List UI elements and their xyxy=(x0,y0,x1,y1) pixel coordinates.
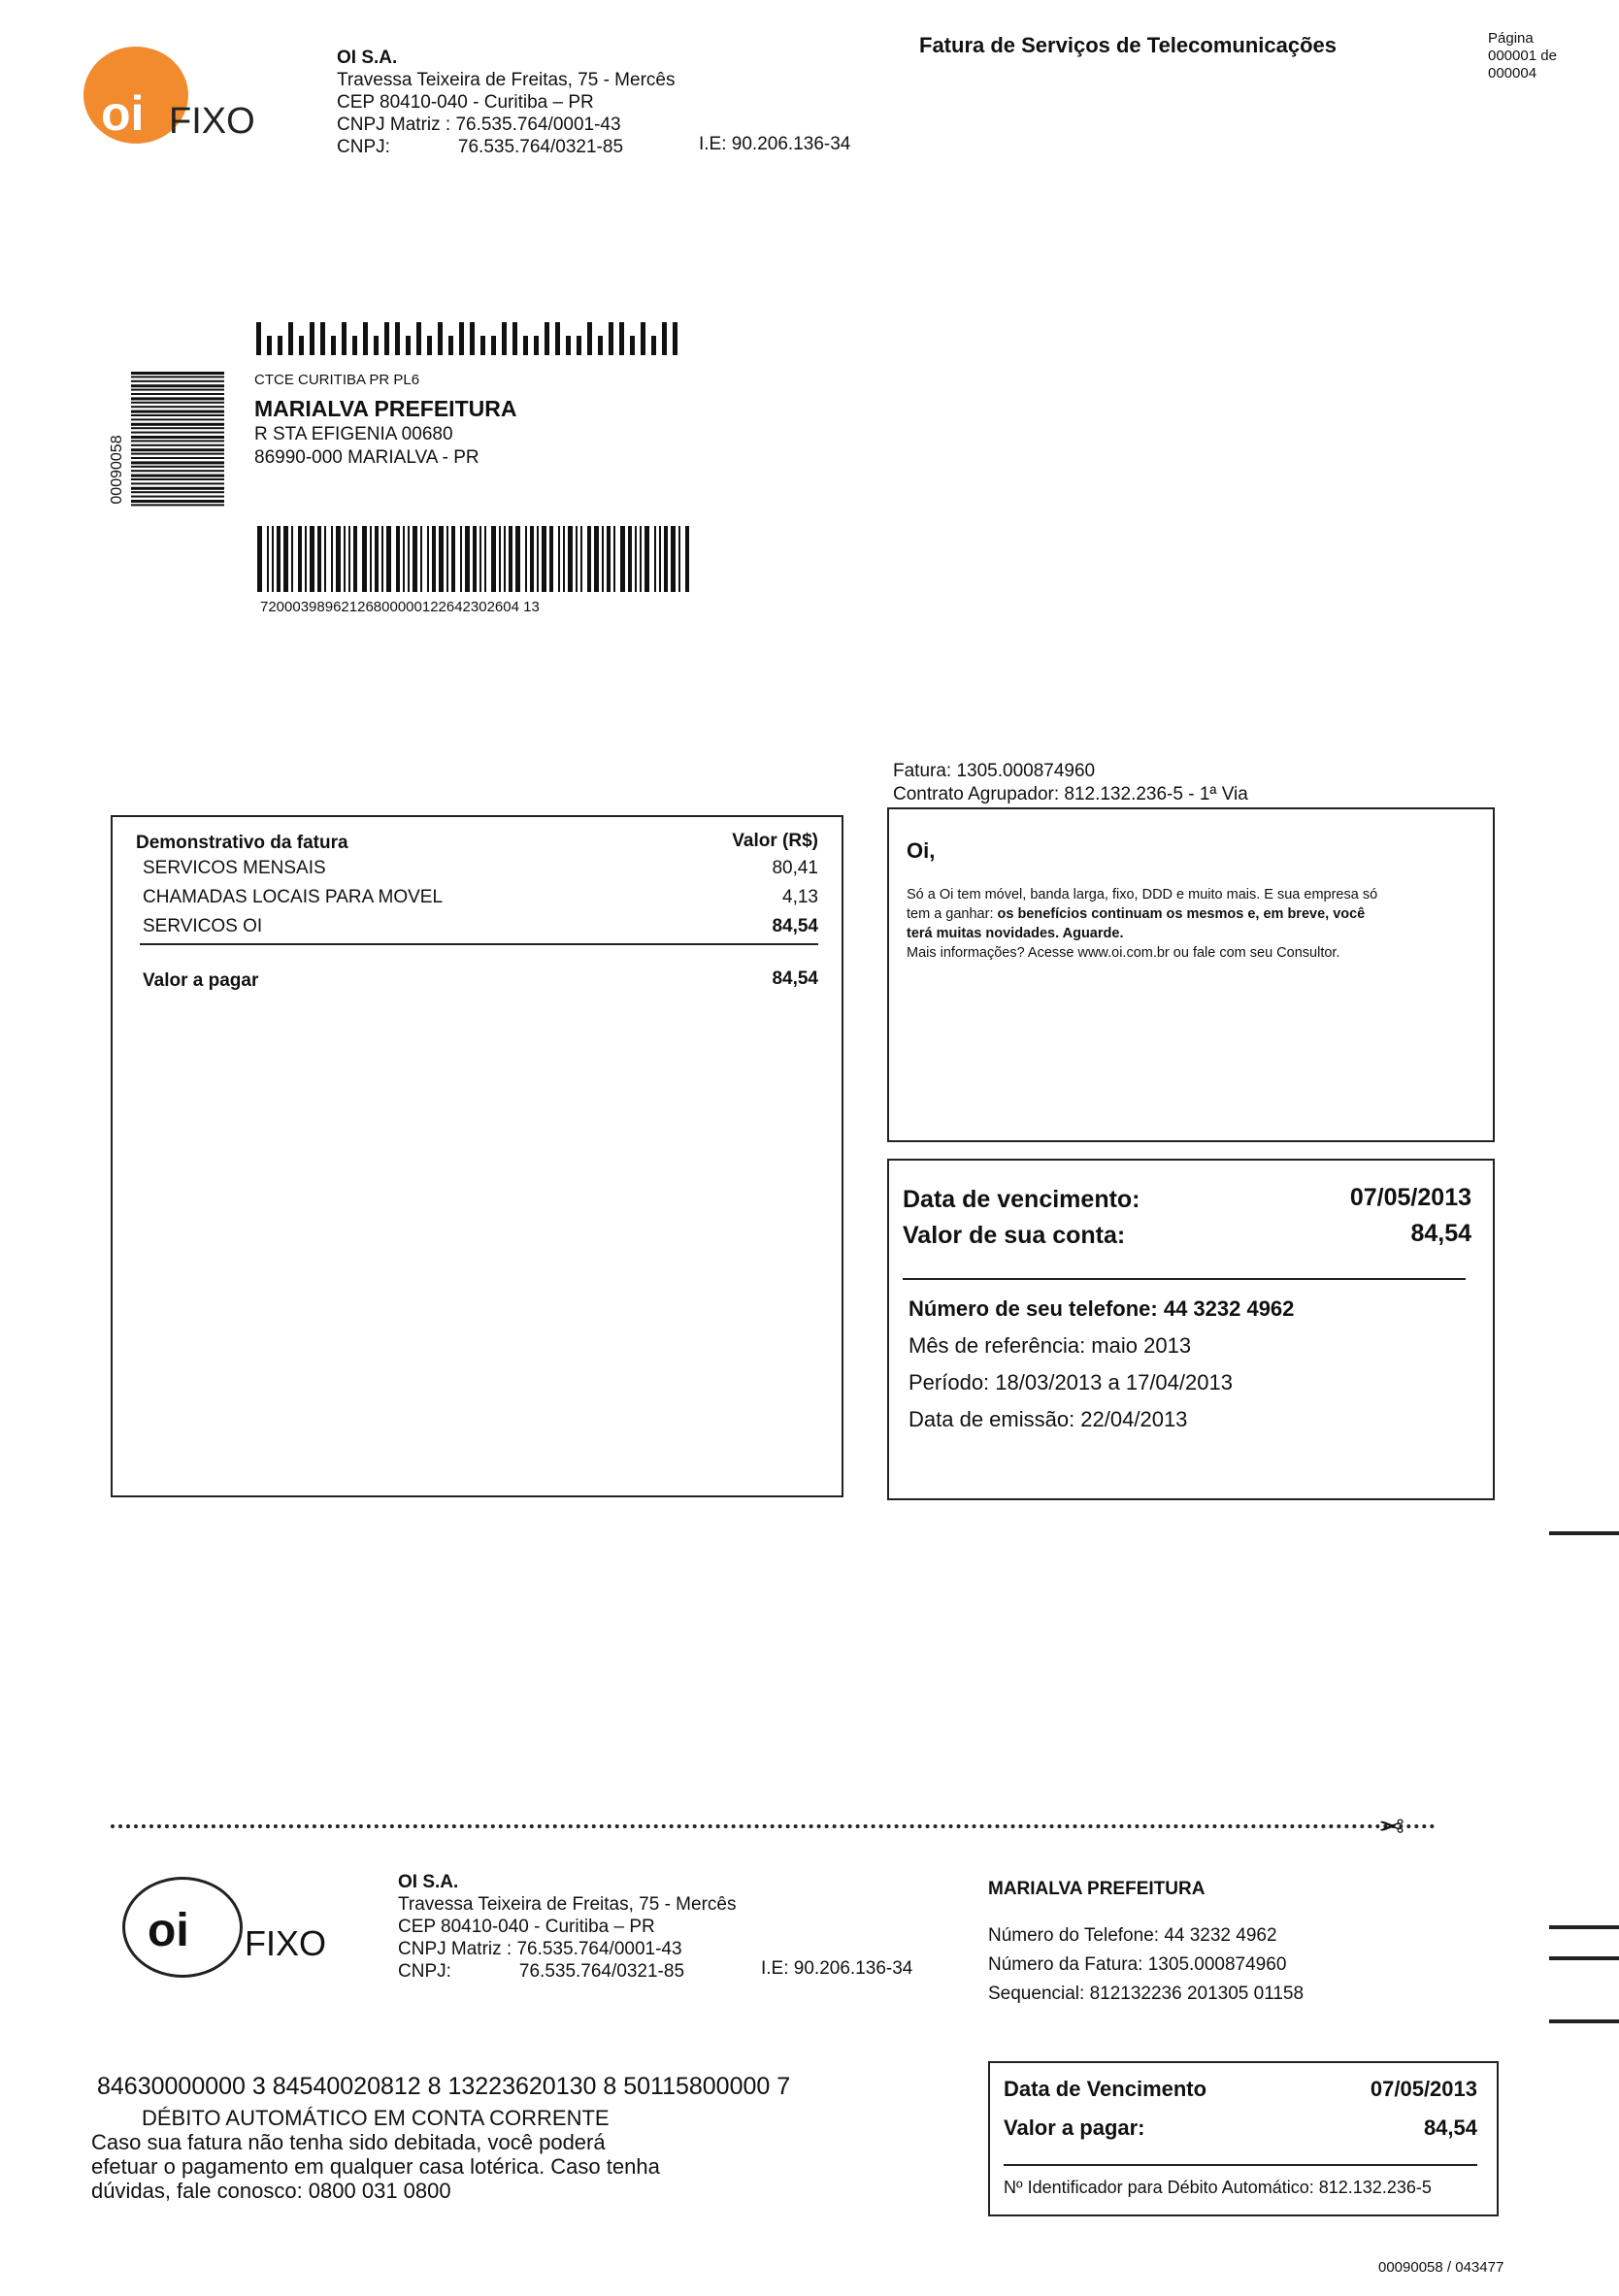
postal-bar xyxy=(555,322,560,355)
side-bar xyxy=(131,500,224,503)
stub-invoice-number: Número da Fatura: 1305.000874960 xyxy=(988,1954,1287,1975)
side-bar xyxy=(131,466,224,468)
recipient-name: MARIALVA PREFEITURA xyxy=(254,396,517,421)
logo-text: FIXO xyxy=(169,101,255,142)
postal-bar xyxy=(363,322,368,355)
side-bar xyxy=(131,440,224,442)
mail-bar xyxy=(678,526,680,592)
statement-row-label: CHAMADAS LOCAIS PARA MOVEL xyxy=(143,887,444,907)
postal-bar xyxy=(459,322,464,355)
page-indicator xyxy=(1488,30,1557,82)
postal-bar xyxy=(470,322,475,355)
route-code: CTCE CURITIBA PR PL6 xyxy=(254,372,420,388)
company-cep: CEP 80410-040 - Curitiba – PR xyxy=(337,92,594,113)
stub-due-value: 07/05/2013 xyxy=(1370,2077,1477,2101)
margin-mark xyxy=(1549,1531,1619,1535)
company-block xyxy=(337,47,675,158)
billing-period: Período: 18/03/2013 a 17/04/2013 xyxy=(909,1370,1233,1394)
debit-info xyxy=(91,2106,660,2203)
contract-number: Contrato Agrupador: 812.132.236-5 - 1ª Via xyxy=(893,784,1248,804)
stub-company-name: OI S.A. xyxy=(398,1872,459,1892)
mail-bar xyxy=(525,526,527,592)
mail-bar xyxy=(558,526,560,592)
postal-bar xyxy=(406,336,411,355)
postal-bar xyxy=(630,336,635,355)
postal-bar xyxy=(374,336,379,355)
mail-bar xyxy=(549,526,553,592)
due-date-value: 07/05/2013 xyxy=(1349,1184,1471,1211)
side-code-text: 00090058 xyxy=(109,435,125,505)
summary-details xyxy=(909,1291,1294,1438)
mail-bar xyxy=(272,526,274,592)
mail-bar xyxy=(432,526,436,592)
postal-bar xyxy=(673,322,677,355)
side-bar xyxy=(131,432,224,434)
mail-bar xyxy=(386,526,391,592)
stub-cnpj-value: 76.535.764/0321-85 xyxy=(518,1961,685,1982)
postal-bar xyxy=(416,322,421,355)
company-cnpj-label: CNPJ: xyxy=(337,137,390,157)
postal-bar xyxy=(331,336,336,355)
message-line1: Só a Oi tem móvel, banda larga, fixo, DDD e muito mais. E sua empresa só xyxy=(907,887,1378,902)
mail-bar xyxy=(324,526,326,592)
stub-ie: I.E: 90.206.136-34 xyxy=(761,1958,913,1979)
postal-bar xyxy=(310,322,314,355)
side-bar xyxy=(131,389,224,391)
mail-bar xyxy=(484,526,486,592)
mail-bar xyxy=(542,526,546,592)
side-bar xyxy=(131,427,224,429)
invoice-number: Fatura: 1305.000874960 xyxy=(893,761,1096,781)
mail-bar xyxy=(348,526,350,592)
summary-divider xyxy=(903,1278,1466,1280)
mail-bar xyxy=(298,526,302,592)
side-bar xyxy=(131,384,224,387)
postal-bar xyxy=(577,336,581,355)
postal-bar xyxy=(545,322,549,355)
company-ie: I.E: 90.206.136-34 xyxy=(699,134,851,154)
side-bar xyxy=(131,482,224,484)
side-bar xyxy=(131,461,224,464)
stub-amount-value: 84,54 xyxy=(1423,2116,1477,2140)
mail-bar xyxy=(504,526,506,592)
mail-bar xyxy=(628,526,632,592)
mail-bar xyxy=(362,526,367,592)
mail-bar xyxy=(659,526,661,592)
postal-bar xyxy=(480,336,485,355)
mail-bar xyxy=(594,526,599,592)
stub-company-address: Travessa Teixeira de Freitas, 75 - Mercês xyxy=(398,1894,737,1915)
recipient-street: R STA EFIGENIA 00680 xyxy=(254,424,453,444)
stub-company-cep: CEP 80410-040 - Curitiba – PR xyxy=(398,1917,655,1937)
side-bar xyxy=(131,496,224,498)
statement-total-value: 84,54 xyxy=(772,968,818,989)
mail-bar xyxy=(277,526,281,592)
mail-bar xyxy=(446,526,448,592)
side-bar xyxy=(131,448,224,451)
stub-divider xyxy=(1004,2164,1477,2166)
statement-row-label: SERVICOS OI xyxy=(143,916,263,936)
message-line4: Mais informações? Acesse www.oi.com.br ou fale com seu Consultor. xyxy=(907,945,1340,961)
mail-bar xyxy=(587,526,591,592)
mail-bar xyxy=(537,526,539,592)
statement-row-label: SERVICOS MENSAIS xyxy=(143,858,326,878)
stub-logo-text: FIXO xyxy=(245,1923,327,1963)
scissors-icon: ✂ xyxy=(1378,1808,1404,1843)
side-bar xyxy=(131,406,224,408)
postal-bar xyxy=(491,336,496,355)
stub-due-label: Data de Vencimento xyxy=(1004,2077,1207,2101)
mail-bar xyxy=(267,526,269,592)
side-bar xyxy=(131,418,224,420)
postal-bar xyxy=(299,336,304,355)
mail-bar xyxy=(344,526,346,592)
side-barcode xyxy=(131,372,228,509)
postal-bar xyxy=(662,322,667,355)
mail-bar xyxy=(403,526,405,592)
mail-bar xyxy=(427,526,429,592)
postal-bar xyxy=(523,336,528,355)
mail-bar xyxy=(460,526,462,592)
mail-bar xyxy=(607,526,611,592)
page-label: Página xyxy=(1488,30,1534,47)
mail-barcode xyxy=(257,526,694,592)
postal-bar xyxy=(278,336,282,355)
statement-row-value: 80,41 xyxy=(772,858,818,878)
reference-month: Mês de referência: maio 2013 xyxy=(909,1333,1192,1358)
mail-bar xyxy=(257,526,262,592)
postal-bar xyxy=(288,322,293,355)
mail-bar xyxy=(439,526,444,592)
mail-bar xyxy=(451,526,455,592)
cut-line xyxy=(111,1824,1436,1828)
stub-customer-block xyxy=(988,1879,1304,2009)
stub-sequence: Sequencial: 812132236 201305 01158 xyxy=(988,1984,1305,2004)
message-line2b: os benefícios continuam os mesmos e, em breve, você xyxy=(997,906,1366,922)
side-bar xyxy=(131,423,224,426)
mail-bar xyxy=(370,526,372,592)
mail-bar xyxy=(375,526,379,592)
mail-bar xyxy=(465,526,470,592)
debit-line1: Caso sua fatura não tenha sido debitada, você poderá xyxy=(91,2130,606,2154)
mail-bar xyxy=(515,526,520,592)
stub-amount-label: Valor a pagar: xyxy=(1004,2116,1145,2140)
postal-barcode xyxy=(254,322,691,355)
account-summary-box xyxy=(887,1159,1495,1500)
mail-bar xyxy=(491,526,496,592)
postal-bar xyxy=(352,336,357,355)
side-bar xyxy=(131,376,224,377)
recipient-address xyxy=(254,372,516,469)
mail-bar xyxy=(602,526,604,592)
mail-bar xyxy=(635,526,637,592)
mail-bar xyxy=(530,526,534,592)
postal-bar xyxy=(448,336,453,355)
postal-bar xyxy=(609,322,613,355)
mail-bar xyxy=(283,526,288,592)
statement-row xyxy=(143,887,818,916)
phone-number: Número de seu telefone: 44 3232 4962 xyxy=(909,1296,1295,1321)
stub-company-block xyxy=(398,1871,736,1983)
postal-bar xyxy=(320,322,325,355)
side-bar xyxy=(131,470,224,472)
mail-bar xyxy=(640,526,642,592)
postal-bar xyxy=(342,322,347,355)
statement-items xyxy=(143,858,818,945)
document-title: Fatura de Serviços de Telecomunicações xyxy=(919,33,1337,57)
mail-bar xyxy=(473,526,477,592)
postal-bar xyxy=(512,322,517,355)
company-address: Travessa Teixeira de Freitas, 75 - Mercês xyxy=(337,70,676,90)
debit-line2: efetuar o pagamento em qualquer casa lotérica. Caso tenha xyxy=(91,2154,660,2179)
mail-bar xyxy=(613,526,615,592)
side-bar xyxy=(131,487,224,490)
stub-payment-box xyxy=(988,2061,1499,2216)
stub-cnpj-label: CNPJ: xyxy=(398,1961,451,1982)
mail-bar xyxy=(580,526,582,592)
digitable-line: 84630000000 3 84540020812 8 13223620130 8 50115800000 7 xyxy=(97,2073,791,2100)
side-bar xyxy=(131,504,224,506)
side-bar xyxy=(131,491,224,493)
postal-bar xyxy=(619,322,624,355)
mail-bar xyxy=(664,526,668,592)
message-line3: terá muitas novidades. Aguarde. xyxy=(907,926,1124,941)
side-bar xyxy=(131,453,224,455)
statement-title: Demonstrativo da fatura xyxy=(136,833,348,853)
margin-mark xyxy=(1549,1956,1619,1960)
footer-code: 00090058 / 043477 xyxy=(1378,2259,1504,2276)
oi-logo xyxy=(80,41,264,157)
stub-cnpj-matriz: CNPJ Matriz : 76.535.764/0001-43 xyxy=(398,1939,682,1959)
mail-bar xyxy=(563,526,565,592)
postal-bar xyxy=(566,336,571,355)
side-bar xyxy=(131,402,224,404)
statement-total-label: Valor a pagar xyxy=(143,970,259,991)
issue-date: Data de emissão: 22/04/2013 xyxy=(909,1407,1188,1431)
mail-bar xyxy=(509,526,512,592)
statement-box xyxy=(111,815,843,1497)
mail-bar xyxy=(644,526,649,592)
margin-mark xyxy=(1549,2019,1619,2023)
stub-debit-id: Nº Identificador para Débito Automático: 812.132.236-5 xyxy=(1004,2178,1432,2197)
side-bar xyxy=(131,444,224,446)
mail-bar xyxy=(654,526,656,592)
invoice-reference xyxy=(893,760,1248,806)
page-value: 000001 de xyxy=(1488,48,1557,64)
margin-mark xyxy=(1549,1925,1619,1929)
barcode-number: 72000398962126800000122642302604 13 xyxy=(260,599,540,615)
mail-bar xyxy=(671,526,676,592)
mail-bar xyxy=(420,526,422,592)
message-box xyxy=(887,807,1495,1142)
amount-label: Valor de sua conta: xyxy=(903,1222,1126,1249)
mail-bar xyxy=(305,526,307,592)
statement-row xyxy=(143,858,818,887)
statement-row xyxy=(143,916,818,945)
postal-bar xyxy=(395,322,400,355)
due-date-label: Data de vencimento: xyxy=(903,1186,1140,1213)
mail-bar xyxy=(291,526,293,592)
statement-row-value: 4,13 xyxy=(782,887,818,907)
side-bar xyxy=(131,410,224,413)
page-total: 000004 xyxy=(1488,65,1537,82)
mail-bar xyxy=(310,526,314,592)
recipient-city: 86990-000 MARIALVA - PR xyxy=(254,447,479,468)
side-bar xyxy=(131,372,224,375)
statement-value-header: Valor (R$) xyxy=(732,831,818,851)
postal-bar xyxy=(587,322,592,355)
postal-bar xyxy=(267,336,272,355)
company-cnpj-value: 76.535.764/0321-85 xyxy=(457,137,624,157)
side-bar xyxy=(131,478,224,480)
message-body xyxy=(907,885,1377,963)
side-bar xyxy=(131,380,224,382)
postal-bar xyxy=(502,322,507,355)
statement-row-value: 84,54 xyxy=(772,916,818,936)
message-line2a: tem a ganhar: xyxy=(907,906,998,922)
stub-phone: Número do Telefone: 44 3232 4962 xyxy=(988,1925,1277,1946)
mail-bar xyxy=(396,526,400,592)
mail-bar xyxy=(576,526,578,592)
mail-bar xyxy=(479,526,481,592)
logo-brand: oi xyxy=(101,86,145,141)
postal-bar xyxy=(256,322,261,355)
stub-oi-logo xyxy=(120,1873,344,1980)
mail-bar xyxy=(331,526,333,592)
mail-bar xyxy=(336,526,341,592)
postal-bar xyxy=(641,322,645,355)
side-bar xyxy=(131,475,224,477)
mail-bar xyxy=(381,526,383,592)
postal-bar xyxy=(384,322,389,355)
postal-bar xyxy=(427,336,432,355)
side-bar xyxy=(131,457,224,459)
statement-divider xyxy=(140,943,818,945)
debit-line3: dúvidas, fale conosco: 0800 031 0800 xyxy=(91,2179,451,2203)
side-bar xyxy=(131,436,224,439)
postal-bar xyxy=(534,336,539,355)
company-cnpj-matriz: CNPJ Matriz : 76.535.764/0001-43 xyxy=(337,115,621,135)
mail-bar xyxy=(620,526,625,592)
mail-bar xyxy=(568,526,573,592)
postal-bar xyxy=(651,336,656,355)
amount-value: 84,54 xyxy=(1410,1220,1471,1247)
stub-customer-name: MARIALVA PREFEITURA xyxy=(988,1879,1206,1899)
mail-bar xyxy=(408,526,410,592)
postal-bar xyxy=(438,322,443,355)
side-code xyxy=(93,403,132,539)
mail-bar xyxy=(499,526,501,592)
side-bar xyxy=(131,414,224,416)
postal-bar xyxy=(598,336,603,355)
message-greeting: Oi, xyxy=(907,838,936,863)
debit-title: DÉBITO AUTOMÁTICO EM CONTA CORRENTE xyxy=(142,2106,610,2130)
side-bar xyxy=(131,393,224,395)
stub-logo-brand: oi xyxy=(148,1905,189,1956)
side-bar xyxy=(131,397,224,400)
mail-bar xyxy=(685,526,689,592)
company-name: OI S.A. xyxy=(337,48,398,68)
mail-bar xyxy=(317,526,321,592)
mail-bar xyxy=(413,526,417,592)
mail-bar xyxy=(353,526,357,592)
